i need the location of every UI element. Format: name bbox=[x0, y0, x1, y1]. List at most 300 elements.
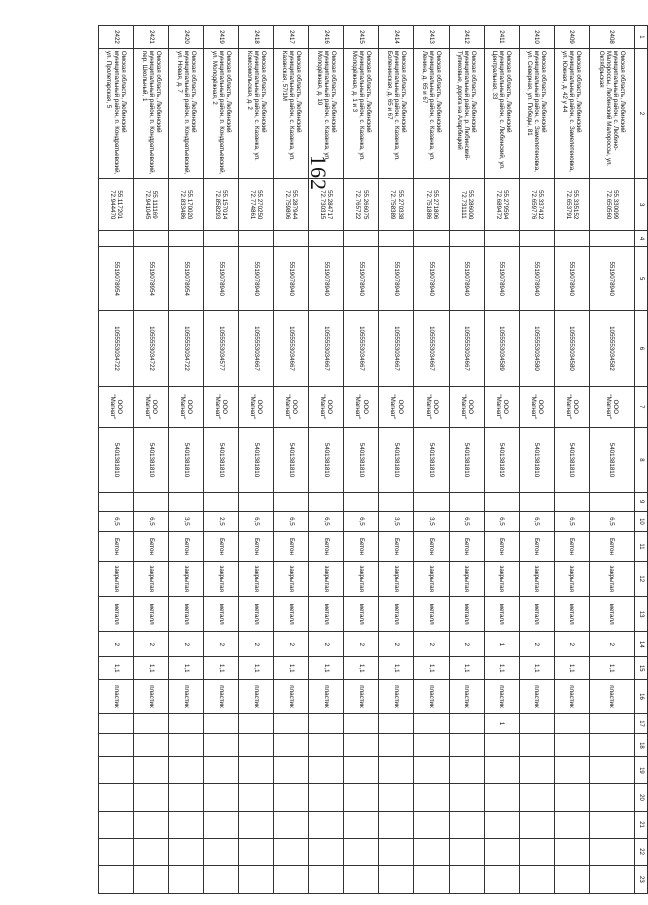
cell-col-9 bbox=[274, 492, 309, 511]
cell-col-16: пластик bbox=[554, 680, 589, 713]
cell-col-5: 5519078940 bbox=[414, 246, 449, 311]
cell-col-5: 5519078940 bbox=[379, 246, 414, 311]
column-header: 17 bbox=[635, 713, 648, 734]
cell-col-2: Омская область, Любинский муниципальный район, с. Замелетеновка, ул. Южная, д. 42 у 44 bbox=[554, 48, 589, 178]
cell-col-16: пластик bbox=[589, 680, 634, 713]
cell-col-17 bbox=[309, 713, 344, 734]
cell-col-14: 2 bbox=[554, 632, 589, 657]
column-header: 11 bbox=[635, 532, 648, 561]
cell-col-23 bbox=[204, 865, 239, 893]
cell-col-7: ООО "Магнат" bbox=[379, 386, 414, 428]
cell-col-17 bbox=[99, 713, 134, 734]
cell-col-20 bbox=[309, 784, 344, 811]
cell-col-21 bbox=[484, 811, 519, 838]
cell-col-1: 2412 bbox=[449, 26, 484, 49]
cell-col-23 bbox=[274, 865, 309, 893]
cell-col-23 bbox=[519, 865, 554, 893]
table-row bbox=[484, 26, 519, 894]
column-header: 12 bbox=[635, 561, 648, 596]
cell-col-18 bbox=[414, 734, 449, 757]
cell-col-6: 1055553034580 bbox=[554, 311, 589, 386]
cell-col-6: 1055553034722 bbox=[134, 311, 169, 386]
cell-col-22 bbox=[204, 838, 239, 865]
cell-col-3: 55.335152 72.653791 bbox=[554, 179, 589, 231]
cell-col-2: Омская область, Любинский муниципальный район, с. Казанка, ул. Молодёжная, д. 1 и 3 bbox=[344, 48, 379, 178]
cell-col-3: 55.337412 72.659776 bbox=[519, 179, 554, 231]
cell-col-5: 5519078940 bbox=[309, 246, 344, 311]
cell-col-9 bbox=[449, 492, 484, 511]
cell-col-15: 1,1 bbox=[344, 657, 379, 680]
cell-col-7: ООО "Магнат" bbox=[134, 386, 169, 428]
cell-col-21 bbox=[414, 811, 449, 838]
cell-col-11: Бетон bbox=[449, 532, 484, 561]
cell-col-15: 1,1 bbox=[484, 657, 519, 680]
cell-col-22 bbox=[589, 838, 634, 865]
cell-col-3: 55.157014 72.858293 bbox=[204, 179, 239, 231]
table-row bbox=[589, 26, 634, 894]
registry-table bbox=[98, 25, 648, 894]
cell-col-15: 1,1 bbox=[274, 657, 309, 680]
cell-col-18 bbox=[344, 734, 379, 757]
cell-col-21 bbox=[309, 811, 344, 838]
cell-col-6: 1055553034722 bbox=[99, 311, 134, 386]
cell-col-9 bbox=[309, 492, 344, 511]
cell-col-19 bbox=[519, 757, 554, 784]
cell-col-11: Бетон bbox=[134, 532, 169, 561]
table-row bbox=[344, 26, 379, 894]
cell-col-3: 55.287944 72.759806 bbox=[274, 179, 309, 231]
cell-col-4 bbox=[554, 231, 589, 247]
cell-col-13: металл bbox=[589, 596, 634, 631]
cell-col-5: 5519078954 bbox=[99, 246, 134, 311]
cell-col-7: ООО "Магнат" bbox=[239, 386, 274, 428]
cell-col-14: 2 bbox=[239, 632, 274, 657]
cell-col-6: 1055553034589 bbox=[484, 311, 519, 386]
cell-col-8: 5401381810 bbox=[274, 428, 309, 493]
cell-col-15: 1,1 bbox=[414, 657, 449, 680]
cell-col-11: Бетон bbox=[484, 532, 519, 561]
column-header: 18 bbox=[635, 734, 648, 757]
cell-col-9 bbox=[239, 492, 274, 511]
cell-col-23 bbox=[239, 865, 274, 893]
table-row bbox=[169, 26, 204, 894]
column-header: 7 bbox=[635, 386, 648, 428]
cell-col-19 bbox=[554, 757, 589, 784]
cell-col-9 bbox=[519, 492, 554, 511]
cell-col-14: 2 bbox=[309, 632, 344, 657]
cell-col-20 bbox=[99, 784, 134, 811]
cell-col-1: 2420 bbox=[169, 26, 204, 49]
cell-col-13: металл bbox=[239, 596, 274, 631]
cell-col-19 bbox=[414, 757, 449, 784]
cell-col-13: металл bbox=[309, 596, 344, 631]
cell-col-23 bbox=[484, 865, 519, 893]
table-row bbox=[379, 26, 414, 894]
cell-col-4 bbox=[99, 231, 134, 247]
cell-col-16: пластик bbox=[379, 680, 414, 713]
cell-col-3: 55.279594 72.689472 bbox=[484, 179, 519, 231]
column-header: 2 bbox=[635, 48, 648, 178]
cell-col-10: 6,5 bbox=[484, 511, 519, 532]
cell-col-20 bbox=[134, 784, 169, 811]
cell-col-8: 5401381810 bbox=[554, 428, 589, 493]
cell-col-14: 2 bbox=[449, 632, 484, 657]
cell-col-7: ООО "Магнат" bbox=[484, 386, 519, 428]
cell-col-23 bbox=[449, 865, 484, 893]
cell-col-11: Бетон bbox=[554, 532, 589, 561]
cell-col-15: 1,1 bbox=[134, 657, 169, 680]
cell-col-12: закрытая bbox=[239, 561, 274, 596]
page-number: 162 bbox=[306, 155, 331, 191]
registry-table-wrapper bbox=[98, 25, 648, 894]
cell-col-14: 2 bbox=[134, 632, 169, 657]
cell-col-8: 5401381810 bbox=[169, 428, 204, 493]
cell-col-21 bbox=[379, 811, 414, 838]
cell-col-8: 5401381810 bbox=[414, 428, 449, 493]
cell-col-4 bbox=[519, 231, 554, 247]
cell-col-5: 5519078940 bbox=[239, 246, 274, 311]
cell-col-1: 2421 bbox=[134, 26, 169, 49]
cell-col-18 bbox=[554, 734, 589, 757]
cell-col-16: пластик bbox=[274, 680, 309, 713]
cell-col-14: 2 bbox=[204, 632, 239, 657]
cell-col-5: 5519078954 bbox=[169, 246, 204, 311]
cell-col-9 bbox=[99, 492, 134, 511]
cell-col-4 bbox=[449, 231, 484, 247]
cell-col-6: 1055553034722 bbox=[169, 311, 204, 386]
column-header: 19 bbox=[635, 757, 648, 784]
cell-col-1: 2415 bbox=[344, 26, 379, 49]
cell-col-8: 5401381819 bbox=[484, 428, 519, 493]
cell-col-4 bbox=[344, 231, 379, 247]
cell-col-23 bbox=[554, 865, 589, 893]
cell-col-21 bbox=[239, 811, 274, 838]
cell-col-4 bbox=[309, 231, 344, 247]
cell-col-16: пластик bbox=[519, 680, 554, 713]
cell-col-6: 1055553034667 bbox=[379, 311, 414, 386]
cell-col-16: пластик bbox=[344, 680, 379, 713]
cell-col-22 bbox=[379, 838, 414, 865]
cell-col-13: металл bbox=[554, 596, 589, 631]
cell-col-20 bbox=[274, 784, 309, 811]
cell-col-16: пластик bbox=[484, 680, 519, 713]
cell-col-1: 2411 bbox=[484, 26, 519, 49]
cell-col-6: 1055553034667 bbox=[449, 311, 484, 386]
cell-col-22 bbox=[519, 838, 554, 865]
cell-col-1: 2409 bbox=[554, 26, 589, 49]
cell-col-6: 1055553034667 bbox=[414, 311, 449, 386]
cell-col-13: металл bbox=[519, 596, 554, 631]
cell-col-9 bbox=[484, 492, 519, 511]
cell-col-16: пластик bbox=[449, 680, 484, 713]
cell-col-18 bbox=[134, 734, 169, 757]
cell-col-2: Омская область, Любинский муниципальный район, с. Казанка, ул. Комсомольская, д. 2 bbox=[239, 48, 274, 178]
cell-col-20 bbox=[589, 784, 634, 811]
table-body bbox=[99, 26, 635, 894]
cell-col-2: Омская область, Любинский муниципальный район, п. Кондратьевский, ул. Молодёжная, 2 bbox=[204, 48, 239, 178]
cell-col-21 bbox=[274, 811, 309, 838]
cell-col-13: металл bbox=[169, 596, 204, 631]
cell-col-13: металл bbox=[449, 596, 484, 631]
cell-col-1: 2414 bbox=[379, 26, 414, 49]
cell-col-5: 5519078940 bbox=[449, 246, 484, 311]
cell-col-17 bbox=[414, 713, 449, 734]
cell-col-8: 5401381810 bbox=[589, 428, 634, 493]
cell-col-21 bbox=[134, 811, 169, 838]
cell-col-9 bbox=[134, 492, 169, 511]
cell-col-12: закрытая bbox=[449, 561, 484, 596]
cell-col-10: 6,5 bbox=[309, 511, 344, 532]
cell-col-3: 55.270338 72.758389 bbox=[379, 179, 414, 231]
cell-col-11: Бетон bbox=[379, 532, 414, 561]
cell-col-11: Бетон bbox=[204, 532, 239, 561]
cell-col-16: пластик bbox=[414, 680, 449, 713]
cell-col-4 bbox=[134, 231, 169, 247]
cell-col-23 bbox=[309, 865, 344, 893]
cell-col-7: ООО "Магнат" bbox=[414, 386, 449, 428]
column-header: 5 bbox=[635, 246, 648, 311]
column-header: 4 bbox=[635, 231, 648, 247]
cell-col-22 bbox=[484, 838, 519, 865]
cell-col-20 bbox=[519, 784, 554, 811]
cell-col-7: ООО "Магнат" bbox=[589, 386, 634, 428]
cell-col-2: Омская область, Любинский муниципальный район, п. Кондратьевский, ул. Пролетарская, 5 bbox=[99, 48, 134, 178]
cell-col-5: 5519078940 bbox=[274, 246, 309, 311]
cell-col-16: пластик bbox=[309, 680, 344, 713]
cell-col-12: закрытая bbox=[519, 561, 554, 596]
cell-col-20 bbox=[169, 784, 204, 811]
cell-col-23 bbox=[589, 865, 634, 893]
cell-col-17 bbox=[274, 713, 309, 734]
cell-col-20 bbox=[484, 784, 519, 811]
cell-col-7: ООО "Магнат" bbox=[274, 386, 309, 428]
cell-col-19 bbox=[99, 757, 134, 784]
cell-col-14: 2 bbox=[589, 632, 634, 657]
cell-col-4 bbox=[204, 231, 239, 247]
cell-col-17 bbox=[589, 713, 634, 734]
cell-col-5: 5519078940 bbox=[519, 246, 554, 311]
cell-col-17 bbox=[204, 713, 239, 734]
cell-col-13: металл bbox=[274, 596, 309, 631]
cell-col-14: 1 bbox=[484, 632, 519, 657]
cell-col-13: металл bbox=[379, 596, 414, 631]
cell-col-21 bbox=[169, 811, 204, 838]
cell-col-7: ООО "Магнат" bbox=[169, 386, 204, 428]
cell-col-18 bbox=[274, 734, 309, 757]
cell-col-1: 2410 bbox=[519, 26, 554, 49]
column-header: 23 bbox=[635, 865, 648, 893]
cell-col-11: Бетон bbox=[589, 532, 634, 561]
cell-col-14: 2 bbox=[379, 632, 414, 657]
column-header: 20 bbox=[635, 784, 648, 811]
cell-col-1: 2422 bbox=[99, 26, 134, 49]
cell-col-8: 5401381810 bbox=[309, 428, 344, 493]
cell-col-18 bbox=[519, 734, 554, 757]
cell-col-2: Омская область, Любинский муниципальный район, п. Кондратьевский, ул. Новая, д. 7 bbox=[169, 48, 204, 178]
cell-col-17 bbox=[554, 713, 589, 734]
cell-col-20 bbox=[414, 784, 449, 811]
cell-col-19 bbox=[589, 757, 634, 784]
cell-col-7: ООО "Магнат" bbox=[344, 386, 379, 428]
cell-col-13: металл bbox=[134, 596, 169, 631]
cell-col-18 bbox=[589, 734, 634, 757]
cell-col-15: 1,1 bbox=[99, 657, 134, 680]
cell-col-7: ООО "Магнат" bbox=[309, 386, 344, 428]
cell-col-14: 2 bbox=[169, 632, 204, 657]
cell-col-19 bbox=[169, 757, 204, 784]
cell-col-8: 5401381810 bbox=[519, 428, 554, 493]
cell-col-3: 55.266075 72.765722 bbox=[344, 179, 379, 231]
column-header: 1 bbox=[635, 26, 648, 49]
column-header: 22 bbox=[635, 838, 648, 865]
column-header: 6 bbox=[635, 311, 648, 386]
cell-col-18 bbox=[379, 734, 414, 757]
cell-col-21 bbox=[449, 811, 484, 838]
cell-col-3: 55.170020 72.833486 bbox=[169, 179, 204, 231]
cell-col-17: 1 bbox=[484, 713, 519, 734]
column-header: 21 bbox=[635, 811, 648, 838]
cell-col-5: 5519078954 bbox=[134, 246, 169, 311]
cell-col-23 bbox=[414, 865, 449, 893]
cell-col-7: ООО "Магнат" bbox=[554, 386, 589, 428]
cell-col-9 bbox=[379, 492, 414, 511]
cell-col-15: 1,1 bbox=[554, 657, 589, 680]
table-row bbox=[449, 26, 484, 894]
cell-col-18 bbox=[239, 734, 274, 757]
cell-col-10: 6,5 bbox=[589, 511, 634, 532]
table-row bbox=[239, 26, 274, 894]
cell-col-10: 6,5 bbox=[344, 511, 379, 532]
cell-col-22 bbox=[344, 838, 379, 865]
cell-col-16: пластик bbox=[239, 680, 274, 713]
cell-col-14: 2 bbox=[274, 632, 309, 657]
cell-col-10: 6,5 bbox=[449, 511, 484, 532]
cell-col-6: 1055553034667 bbox=[239, 311, 274, 386]
cell-col-6: 1055553034577 bbox=[204, 311, 239, 386]
cell-col-8: 5401381810 bbox=[99, 428, 134, 493]
cell-col-11: Бетон bbox=[309, 532, 344, 561]
cell-col-20 bbox=[344, 784, 379, 811]
cell-col-4 bbox=[239, 231, 274, 247]
cell-col-15: 1,1 bbox=[379, 657, 414, 680]
cell-col-22 bbox=[449, 838, 484, 865]
cell-col-15: 1,1 bbox=[519, 657, 554, 680]
cell-col-5: 5519078940 bbox=[204, 246, 239, 311]
cell-col-18 bbox=[309, 734, 344, 757]
cell-col-4 bbox=[414, 231, 449, 247]
cell-col-11: Бетон bbox=[169, 532, 204, 561]
column-header: 9 bbox=[635, 492, 648, 511]
cell-col-13: металл bbox=[204, 596, 239, 631]
header-row bbox=[635, 26, 648, 894]
cell-col-15: 1,1 bbox=[309, 657, 344, 680]
cell-col-7: ООО "Магнат" bbox=[99, 386, 134, 428]
cell-col-6: 1055553034667 bbox=[274, 311, 309, 386]
cell-col-19 bbox=[239, 757, 274, 784]
cell-col-15: 1,1 bbox=[449, 657, 484, 680]
table-row bbox=[204, 26, 239, 894]
cell-col-12: закрытая bbox=[204, 561, 239, 596]
cell-col-10: 6,5 bbox=[554, 511, 589, 532]
table-row bbox=[134, 26, 169, 894]
cell-col-23 bbox=[344, 865, 379, 893]
cell-col-5: 5519078940 bbox=[484, 246, 519, 311]
cell-col-2: Омская область, Любинский муниципальный район, с. Любино-Малороссы, Любинский Малороссы, ул. Октябрьская bbox=[589, 48, 634, 178]
cell-col-3: 55.271806 72.751886 bbox=[414, 179, 449, 231]
cell-col-16: пластик bbox=[134, 680, 169, 713]
cell-col-11: Бетон bbox=[414, 532, 449, 561]
column-header: 3 bbox=[635, 179, 648, 231]
cell-col-11: Бетон bbox=[519, 532, 554, 561]
cell-col-18 bbox=[169, 734, 204, 757]
cell-col-4 bbox=[379, 231, 414, 247]
cell-col-22 bbox=[99, 838, 134, 865]
cell-col-14: 2 bbox=[344, 632, 379, 657]
cell-col-7: ООО "Магнат" bbox=[519, 386, 554, 428]
cell-col-21 bbox=[519, 811, 554, 838]
cell-col-23 bbox=[169, 865, 204, 893]
cell-col-19 bbox=[379, 757, 414, 784]
cell-col-15: 1,1 bbox=[204, 657, 239, 680]
cell-col-23 bbox=[99, 865, 134, 893]
cell-col-3: 55.284717 72.730315 bbox=[309, 179, 344, 231]
cell-col-12: закрытая bbox=[274, 561, 309, 596]
cell-col-19 bbox=[484, 757, 519, 784]
cell-col-22 bbox=[414, 838, 449, 865]
cell-col-21 bbox=[204, 811, 239, 838]
cell-col-4 bbox=[589, 231, 634, 247]
cell-col-21 bbox=[99, 811, 134, 838]
cell-col-10: 6,5 bbox=[134, 511, 169, 532]
cell-col-17 bbox=[519, 713, 554, 734]
cell-col-14: 2 bbox=[414, 632, 449, 657]
cell-col-12: закрытая bbox=[134, 561, 169, 596]
cell-col-8: 5401381810 bbox=[379, 428, 414, 493]
cell-col-9 bbox=[344, 492, 379, 511]
cell-col-22 bbox=[169, 838, 204, 865]
table-row bbox=[99, 26, 134, 894]
column-header: 14 bbox=[635, 632, 648, 657]
cell-col-8: 5401381810 bbox=[204, 428, 239, 493]
cell-col-2: Омская область, Любинский муниципальный район, с. Казанка, ул. Молодёжная, д. 10 bbox=[309, 48, 344, 178]
cell-col-22 bbox=[134, 838, 169, 865]
column-header: 15 bbox=[635, 657, 648, 680]
cell-col-6: 1055553034580 bbox=[519, 311, 554, 386]
cell-col-10: 3,5 bbox=[414, 511, 449, 532]
cell-col-15: 1,1 bbox=[589, 657, 634, 680]
table-row bbox=[309, 26, 344, 894]
column-header: 8 bbox=[635, 428, 648, 493]
cell-col-17 bbox=[379, 713, 414, 734]
cell-col-3: 55.117201 72.944470 bbox=[99, 179, 134, 231]
cell-col-13: металл bbox=[484, 596, 519, 631]
cell-col-10: 6,5 bbox=[519, 511, 554, 532]
cell-col-16: пластик bbox=[204, 680, 239, 713]
cell-col-6: 1055553034667 bbox=[344, 311, 379, 386]
cell-col-13: металл bbox=[344, 596, 379, 631]
cell-col-12: закрытая bbox=[169, 561, 204, 596]
cell-col-12: закрытая bbox=[554, 561, 589, 596]
cell-col-2: Омская область, Любинский муниципальный район, с. Казанка, ул. Ленина, д. 65 и 67 bbox=[414, 48, 449, 178]
cell-col-10: 6,5 bbox=[274, 511, 309, 532]
cell-col-11: Бетон bbox=[274, 532, 309, 561]
cell-col-19 bbox=[344, 757, 379, 784]
cell-col-4 bbox=[484, 231, 519, 247]
cell-col-17 bbox=[239, 713, 274, 734]
cell-col-21 bbox=[554, 811, 589, 838]
cell-col-2: Омская область, Любинский муниципальный район, р. Любинский-Тупиковые, дорога на Аларбицкий bbox=[449, 48, 484, 178]
cell-col-6: 1055553034582 bbox=[589, 311, 634, 386]
